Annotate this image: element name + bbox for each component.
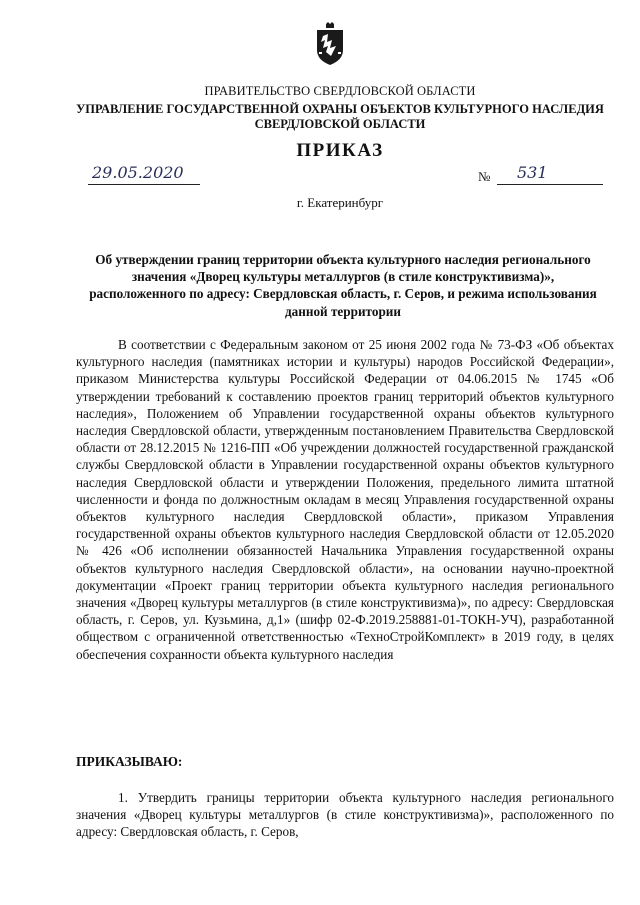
department-line-2: СВЕРДЛОВСКОЙ ОБЛАСТИ	[254, 117, 426, 131]
order-heading: ПРИКАЗЫВАЮ:	[76, 754, 183, 769]
handwritten-number: 531	[517, 163, 548, 182]
number-label: №	[478, 169, 491, 184]
document-type: ПРИКАЗ	[296, 140, 384, 161]
coat-of-arms-icon	[314, 22, 346, 66]
document-subject: Об утверждении границ территории объекта культурного наследия регионального значения «Дворец культуры металлургов (в стиле конструктивизма)», расположенного по адресу: Свердловская область, г. Серов, и режима использования данной территории	[89, 252, 597, 319]
preamble-paragraph: В соответствии с Федеральным законом от 25 июня 2002 года № 73-ФЗ «Об объектах культурного наследия (памятниках истории и культуры) народов Российской Федерации», приказом Министерства культуры Российской Федерации от 04.06.2015 № 1745 «Об утверждении требований к составлению проектов границ территорий объектов культурного наследия», Положением об Управлении государственной охраны объектов культурного наследия Свердловской области, утвержденным постановлением Правительства Свердловской области от 28.12.2015 № 1216-ПП «Об учреждении должностей государственной гражданской службы Свердловской области в Управлении государственной охраны объектов культурного наследия Свердловской области и утверждении Положения, предельного лимита штатной численности и фонда по должностным окладам в месяц Управления государственной охраны объектов культурного наследия Свердловской области», приказом Управления государственной охраны объектов культурного наследия Свердловской области от 12.05.2020 № 426 «Об исполнении обязанностей Начальника Управления государственной охраны объектов культурного наследия Свердловской области», на основании научно-проектной документации «Проект границ территории объекта культурного наследия регионального значения «Дворец культуры металлургов (в стиле конструктивизма)», по адресу: Свердловская область, г. Серов, ул. Кузьмина, д,1» (шифр 02-Ф.2019.258881-01-ТОКН-УЧ), разработанной обществом с ограниченной ответственностью «ТехноСтройКомплект» в 2019 году, в целях обеспечения сохранности объекта культурного наследия	[76, 337, 614, 662]
date-field	[88, 163, 200, 185]
order-point-1	[76, 789, 614, 841]
order-point-1-text: 1. Утвердить границы территории объекта культурного наследия регионального значения «Дворец культуры металлургов (в стиле конструктивизма)», расположенного по адресу: Свердловская область, г. Серов,	[76, 790, 614, 840]
government-name: ПРАВИТЕЛЬСТВО СВЕРДЛОВСКОЙ ОБЛАСТИ	[204, 84, 476, 98]
department-name	[60, 102, 620, 132]
city: г. Екатеринбург	[296, 195, 384, 210]
number-field	[497, 163, 603, 185]
preamble	[76, 336, 614, 663]
department-line-1: УПРАВЛЕНИЕ ГОСУДАРСТВЕННОЙ ОХРАНЫ ОБЪЕКТОВ КУЛЬТУРНОГО НАСЛЕДИЯ	[76, 102, 604, 116]
handwritten-date: 29.05.2020	[92, 163, 184, 182]
